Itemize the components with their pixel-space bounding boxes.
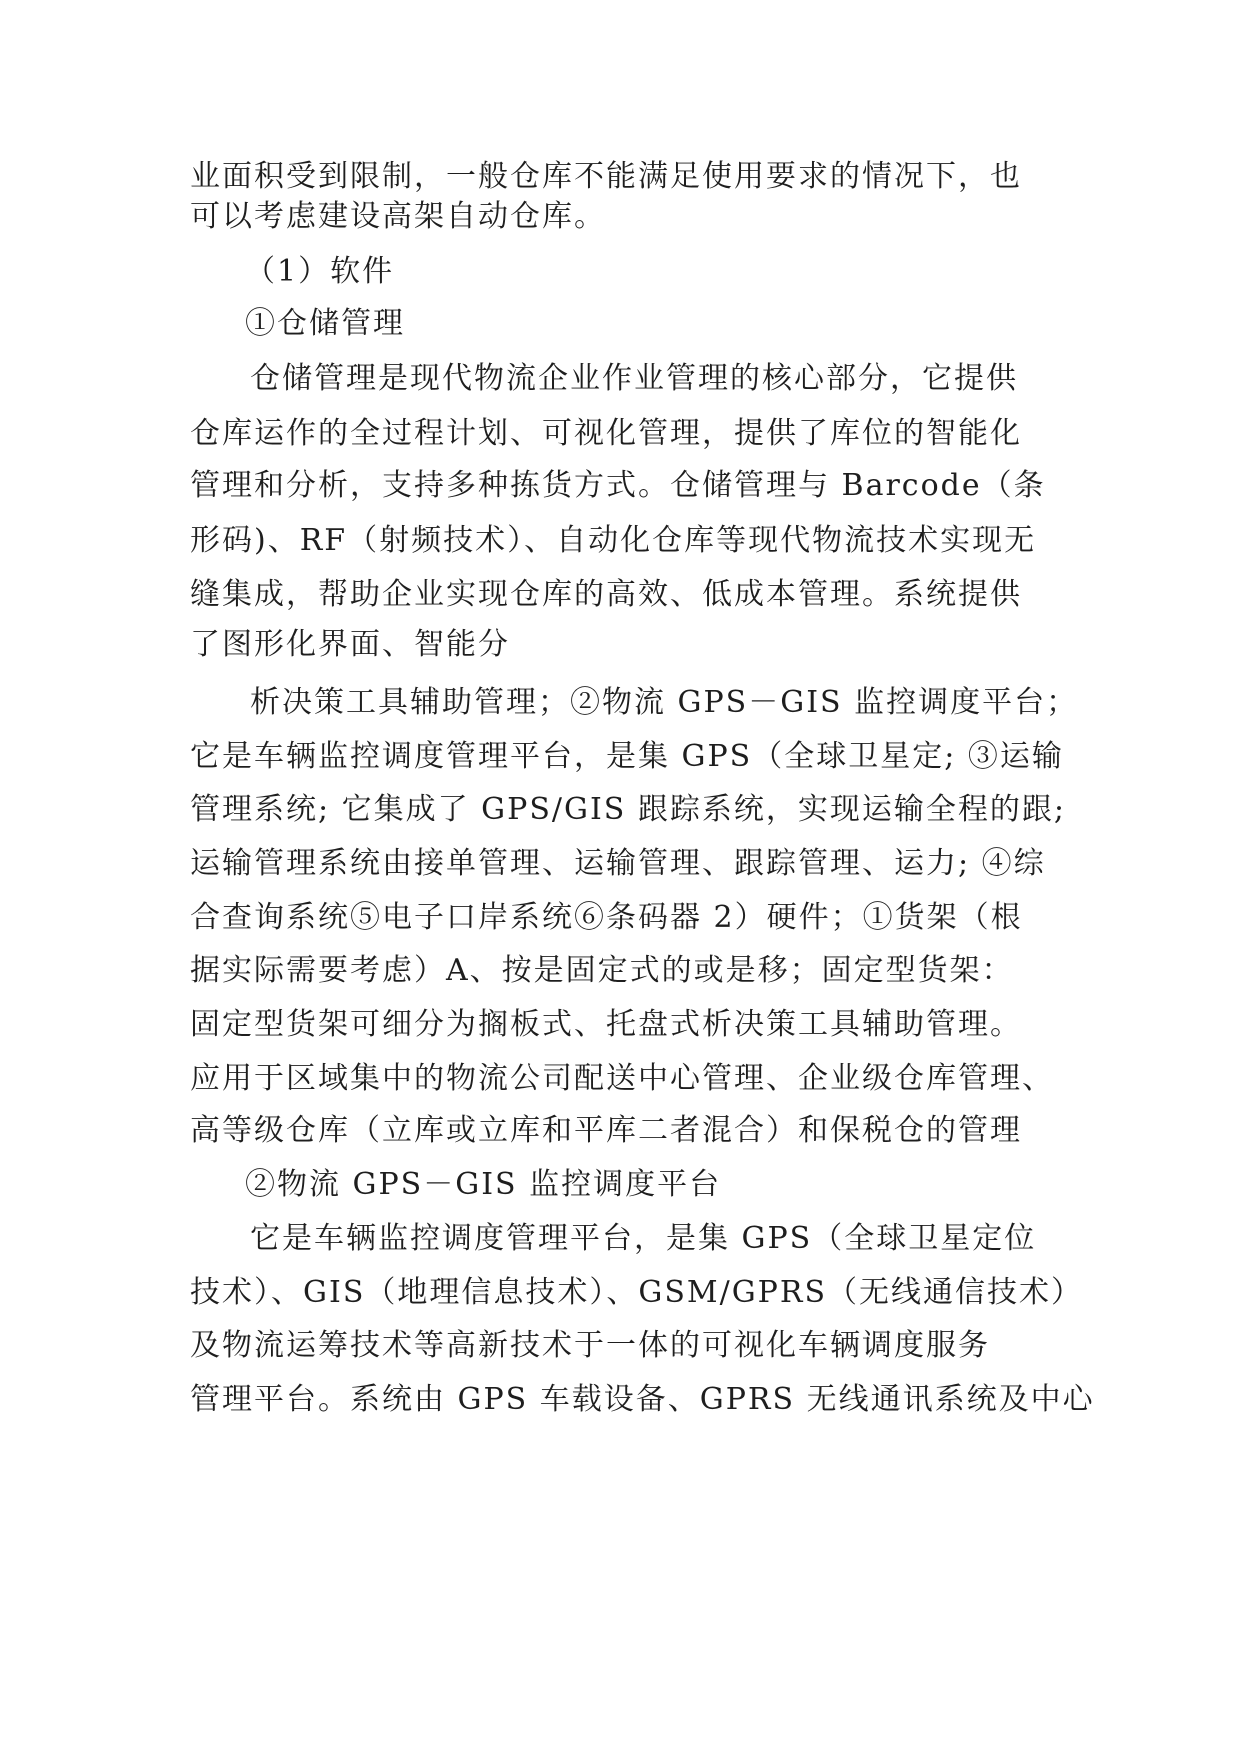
- text-line: 运输管理系统由接单管理、运输管理、跟踪管理、运力; ④综: [190, 846, 1046, 881]
- text-line: 管理系统; 它集成了 GPS/GIS 跟踪系统，实现运输全程的跟;: [190, 792, 1066, 827]
- text-line: 管理和分析，支持多种拣货方式。仓储管理与 Barcode（条: [190, 468, 1046, 503]
- text-line: 缝集成，帮助企业实现仓库的高效、低成本管理。系统提供: [190, 577, 1022, 612]
- text-line: 仓储管理是现代物流企业作业管理的核心部分，它提供: [250, 361, 1018, 396]
- text-line: 仓库运作的全过程计划、可视化管理，提供了库位的智能化: [190, 416, 1022, 451]
- text-line: 合查询系统⑤电子口岸系统⑥条码器 2）硬件；①货架（根: [190, 900, 1023, 935]
- section-heading: （1）软件: [245, 254, 395, 289]
- text-line: 固定型货架可细分为搁板式、托盘式析决策工具辅助管理。: [190, 1007, 1022, 1042]
- text-line: 了图形化界面、智能分: [190, 627, 510, 662]
- text-line: 及物流运筹技术等高新技术于一体的可视化车辆调度服务: [190, 1328, 990, 1363]
- text-line: 技术）、GIS（地理信息技术）、GSM/GPRS（无线通信技术）: [190, 1275, 1083, 1310]
- text-line: 形码)、RF（射频技术）、自动化仓库等现代物流技术实现无: [190, 523, 1037, 558]
- text-line: 高等级仓库（立库或立库和平库二者混合）和保税仓的管理: [190, 1113, 1022, 1148]
- text-line: 应用于区域集中的物流公司配送中心管理、企业级仓库管理、: [190, 1061, 1054, 1096]
- subsection-heading: ①仓储管理: [245, 306, 405, 341]
- text-line: 它是车辆监控调度管理平台，是集 GPS（全球卫星定位: [250, 1221, 1037, 1256]
- text-line: 据实际需要考虑）A、按是固定式的或是移；固定型货架：: [190, 953, 1014, 988]
- text-line: 业面积受到限制，一般仓库不能满足使用要求的情况下，也: [190, 159, 1022, 194]
- subsection-heading: ②物流 GPS－GIS 监控调度平台: [245, 1167, 722, 1202]
- text-line: 管理平台。系统由 GPS 车载设备、GPRS 无线通讯系统及中心: [190, 1382, 1095, 1417]
- text-line: 它是车辆监控调度管理平台，是集 GPS（全球卫星定; ③运输: [190, 739, 1064, 774]
- text-line: 可以考虑建设高架自动仓库。: [190, 199, 606, 234]
- text-line: 析决策工具辅助管理；②物流 GPS－GIS 监控调度平台；: [250, 685, 1079, 720]
